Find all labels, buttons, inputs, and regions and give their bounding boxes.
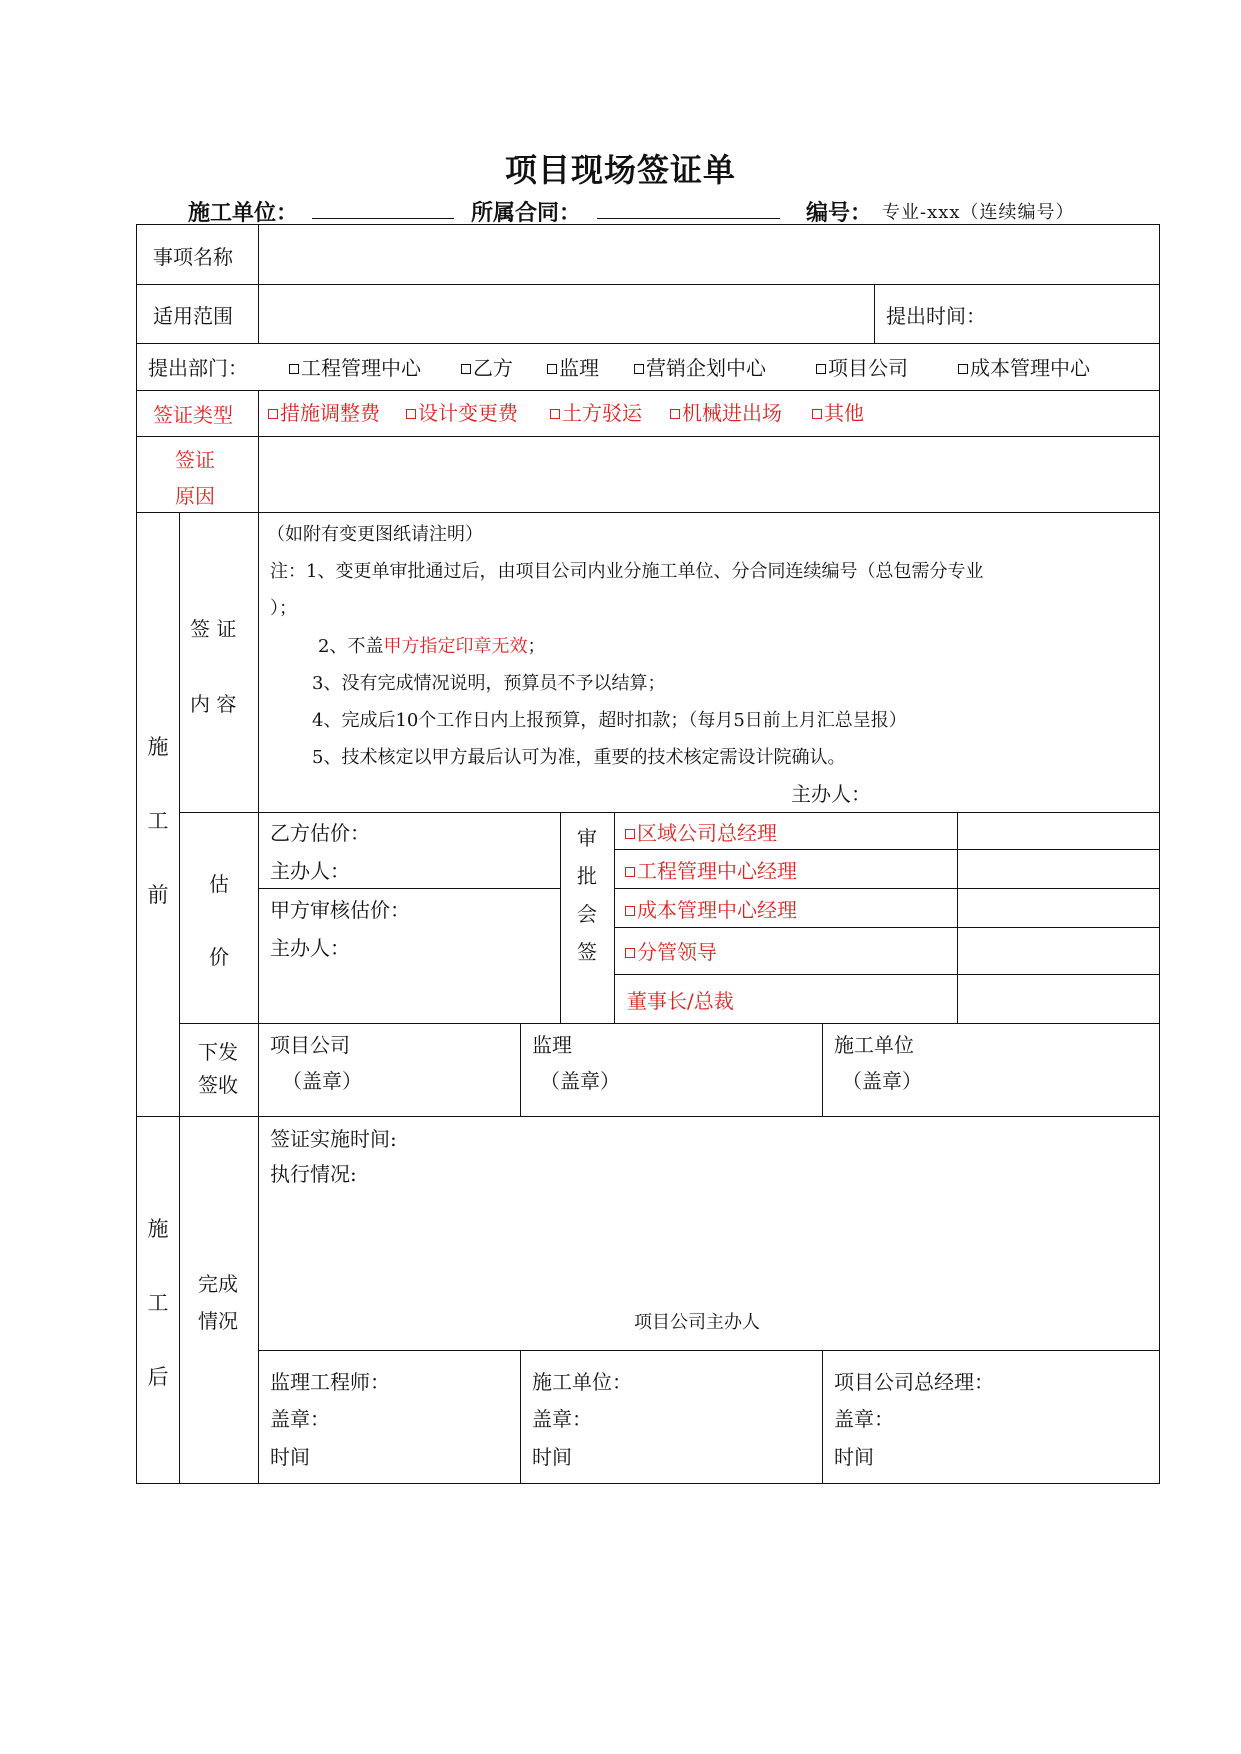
- content-note: （如附有变更图纸请注明）: [267, 524, 483, 545]
- before-label: 施 工 前: [147, 735, 169, 907]
- issue-seal: （盖章）: [540, 1069, 620, 1093]
- signoff-role: 项目公司总经理：: [834, 1370, 994, 1394]
- item-name-label: 事项名称: [153, 245, 233, 269]
- page-title: 项目现场签证单: [504, 151, 736, 189]
- content-handler: 主办人：: [791, 782, 871, 806]
- issue-party: 施工单位: [834, 1033, 914, 1057]
- row-line: [258, 1350, 1160, 1351]
- col-line: [179, 512, 180, 1483]
- scope-label: 适用范围: [153, 304, 233, 328]
- row-line: [179, 812, 1160, 813]
- content-note: 注：1、变更单审批通过后，由项目公司内业分施工单位、分合同连续编号（总包需分专业: [270, 561, 984, 582]
- approval-checkbox[interactable]: 分管领导: [625, 940, 717, 964]
- signoff-role: 监理工程师：: [270, 1370, 390, 1394]
- table-border-right: [1159, 224, 1160, 1483]
- col-line: [874, 284, 875, 343]
- done-label: 情况: [198, 1309, 238, 1333]
- estimate-line: [258, 888, 560, 889]
- content-note: ）；: [270, 598, 297, 619]
- approval-line: [614, 849, 1160, 850]
- approval-checkbox[interactable]: 区域公司总经理: [625, 821, 777, 845]
- party-b-handler: 主办人：: [270, 859, 350, 883]
- checkbox-icon[interactable]: [958, 364, 968, 374]
- issue-party: 监理: [532, 1033, 572, 1057]
- table-border-bottom: [136, 1483, 1160, 1484]
- checkbox-icon[interactable]: [289, 364, 299, 374]
- visa-type-checkbox[interactable]: 土方驳运: [550, 401, 642, 425]
- checkbox-icon[interactable]: [625, 906, 635, 916]
- row-line: [136, 284, 1160, 285]
- col-line: [822, 1350, 823, 1483]
- after-label: 施 工 后: [147, 1217, 169, 1389]
- content-label: 内 容: [190, 692, 237, 716]
- content-note: 4、完成后10个工作日内上报预算，超时扣款；（每月5日前上月汇总呈报）: [312, 710, 907, 731]
- department-label: 提出部门：: [148, 356, 248, 380]
- signoff-time: 时间: [270, 1445, 310, 1469]
- row-line: [136, 512, 1160, 513]
- impl-time: 签证实施时间:: [270, 1127, 397, 1151]
- submit-time-label: 提出时间：: [886, 304, 986, 328]
- company-handler: 项目公司主办人: [634, 1312, 760, 1333]
- dept-checkbox[interactable]: 营销企划中心: [634, 356, 766, 380]
- row-line: [136, 436, 1160, 437]
- number-value: 专业-xxx（连续编号）: [882, 202, 1075, 223]
- checkbox-icon[interactable]: [812, 409, 822, 419]
- row-line: [136, 343, 1160, 344]
- visa-type-checkbox[interactable]: 机械进出场: [670, 401, 782, 425]
- contract-label: 所属合同：: [471, 201, 582, 226]
- approval-checkbox[interactable]: 工程管理中心经理: [625, 859, 797, 883]
- approval-line: [614, 974, 1160, 975]
- done-label: 完成: [198, 1272, 238, 1296]
- unit-label: 施工单位：: [188, 201, 299, 226]
- issue-label: 下发: [198, 1040, 238, 1064]
- content-note: 5、技术核定以甲方最后认可为准，重要的技术核定需设计院确认。: [312, 747, 846, 768]
- content-label: 签 证: [190, 617, 237, 641]
- col-line: [560, 812, 561, 1023]
- number-label: 编号：: [806, 201, 873, 226]
- approval-line: [614, 927, 1160, 928]
- approval-label: 审 批 会 签: [577, 826, 597, 964]
- issue-party: 项目公司: [270, 1033, 350, 1057]
- dept-checkbox[interactable]: 监理: [547, 356, 599, 380]
- signoff-seal: 盖章：: [834, 1407, 894, 1431]
- visa-reason-label: 签证: [175, 448, 215, 472]
- col-line: [258, 224, 259, 343]
- estimate-label: 估: [209, 872, 229, 896]
- signoff-seal: 盖章：: [532, 1407, 592, 1431]
- issue-seal: （盖章）: [282, 1069, 362, 1093]
- chairman-label: 董事长/总裁: [627, 989, 734, 1013]
- col-line: [258, 390, 259, 1483]
- col-line: [614, 812, 615, 1023]
- party-b-estimate: 乙方估价：: [270, 821, 370, 845]
- visa-type-checkbox[interactable]: 措施调整费: [268, 401, 380, 425]
- dept-checkbox[interactable]: 乙方: [461, 356, 513, 380]
- checkbox-icon[interactable]: [625, 829, 635, 839]
- row-line: [136, 1116, 1160, 1117]
- content-note: 2、不盖甲方指定印章无效；: [318, 636, 546, 657]
- col-line: [957, 812, 958, 1023]
- signoff-time: 时间: [834, 1445, 874, 1469]
- dept-checkbox[interactable]: 项目公司: [816, 356, 908, 380]
- col-line: [520, 1023, 521, 1116]
- checkbox-icon[interactable]: [406, 409, 416, 419]
- col-line: [520, 1350, 521, 1483]
- checkbox-icon[interactable]: [816, 364, 826, 374]
- visa-type-checkbox[interactable]: 其他: [812, 401, 864, 425]
- checkbox-icon[interactable]: [461, 364, 471, 374]
- row-line: [136, 390, 1160, 391]
- visa-type-checkbox[interactable]: 设计变更费: [406, 401, 518, 425]
- dept-checkbox[interactable]: 工程管理中心: [289, 356, 421, 380]
- party-a-handler: 主办人：: [270, 936, 350, 960]
- exec-status: 执行情况:: [270, 1162, 357, 1186]
- signoff-role: 施工单位：: [532, 1370, 632, 1394]
- signoff-seal: 盖章：: [270, 1407, 330, 1431]
- checkbox-icon[interactable]: [550, 409, 560, 419]
- contract-blank[interactable]: [597, 218, 780, 219]
- checkbox-icon[interactable]: [634, 364, 644, 374]
- visa-reason-label: 原因: [175, 484, 215, 508]
- issue-seal: （盖章）: [842, 1069, 922, 1093]
- col-line: [822, 1023, 823, 1116]
- dept-checkbox[interactable]: 成本管理中心: [958, 356, 1090, 380]
- row-line: [179, 1023, 1160, 1024]
- approval-checkbox[interactable]: 成本管理中心经理: [625, 898, 797, 922]
- visa-type-label: 签证类型: [153, 403, 233, 427]
- checkbox-icon[interactable]: [268, 409, 278, 419]
- signoff-time: 时间: [532, 1445, 572, 1469]
- table-border-left: [136, 224, 137, 1483]
- unit-blank[interactable]: [312, 218, 454, 219]
- table-border-top: [136, 224, 1160, 225]
- party-a-estimate: 甲方审核估价：: [270, 898, 410, 922]
- estimate-label: 价: [209, 945, 229, 969]
- content-note: 3、没有完成情况说明，预算员不予以结算；: [312, 673, 666, 694]
- checkbox-icon[interactable]: [625, 867, 635, 877]
- checkbox-icon[interactable]: [670, 409, 680, 419]
- checkbox-icon[interactable]: [625, 948, 635, 958]
- approval-line: [614, 888, 1160, 889]
- issue-label: 签收: [198, 1073, 238, 1097]
- checkbox-icon[interactable]: [547, 364, 557, 374]
